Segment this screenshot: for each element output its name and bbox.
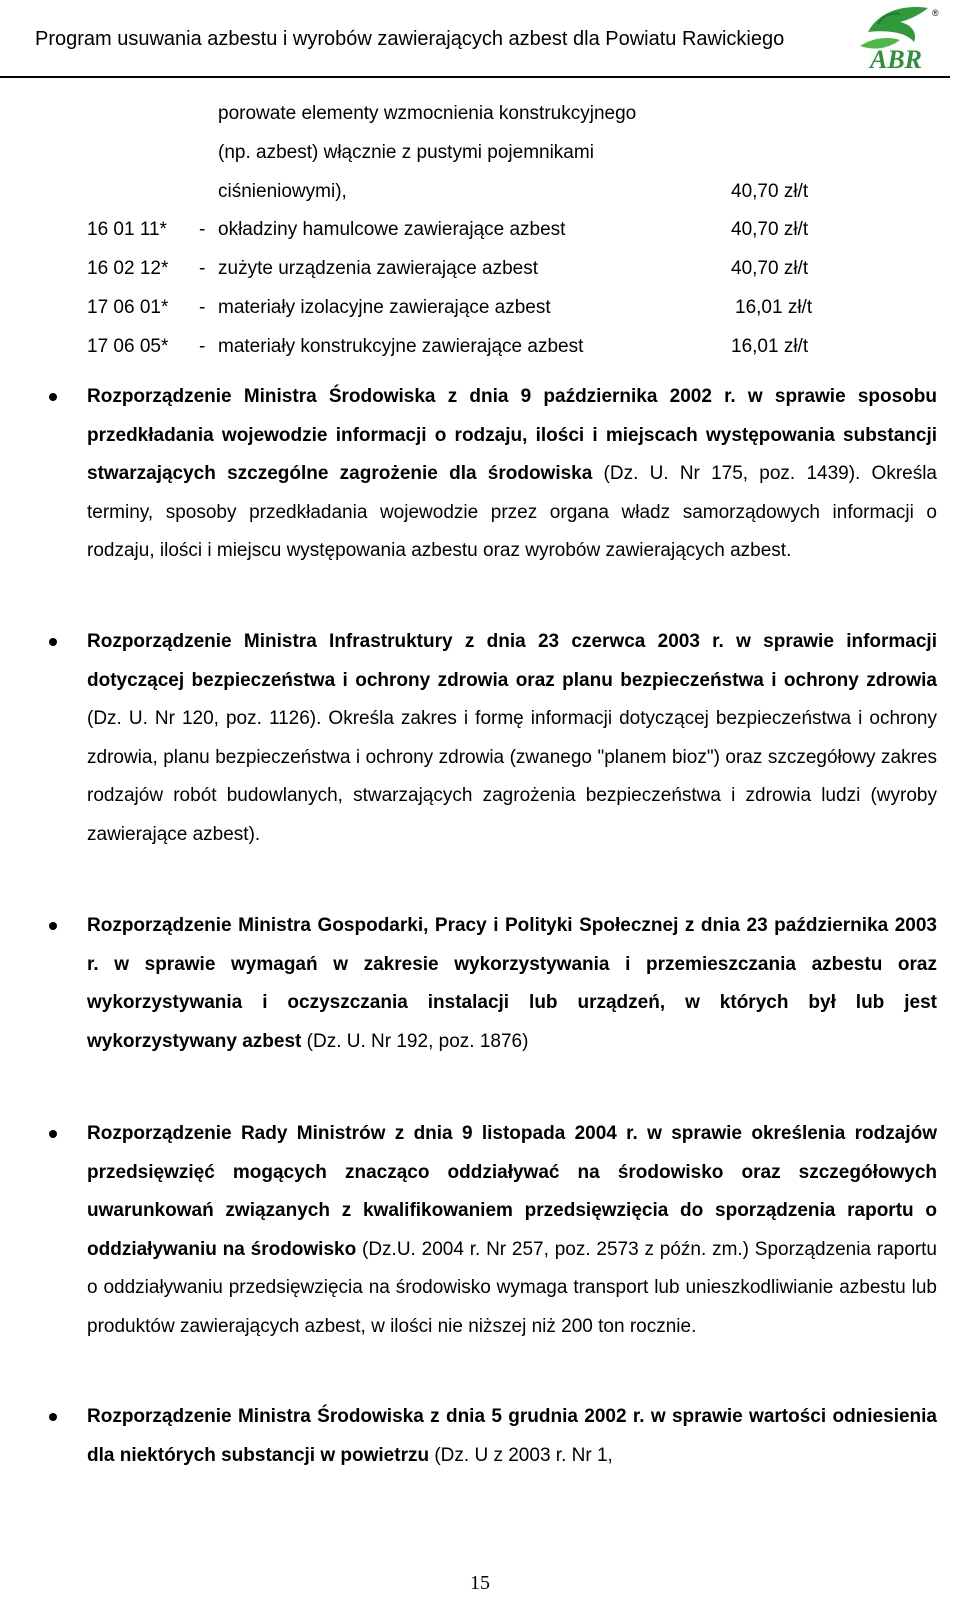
regulation-details: (Dz. U. Nr 120, poz. 1126). Określa zakres i formę informacji dotyczącej bezpieczeństwa i ochrony zdrowia, planu bezpieczeństwa i ochrony zdrowia (zwanego "planem bioz") oraz szczegółowy zakres rodzajów robót budowlanych, stwarzających zagrożenia bezpieczeństwa i zdrowia ludzi (wyroby zawierające azbest).	[87, 708, 937, 845]
regulation-item	[87, 907, 937, 1061]
page-header	[0, 0, 960, 80]
regulation-text	[87, 378, 937, 571]
bullet-icon	[49, 922, 57, 930]
logo-letters: ABR	[870, 45, 923, 74]
bullet-icon	[49, 393, 57, 401]
regulation-text	[87, 907, 937, 1061]
regulation-item	[87, 1115, 937, 1347]
waste-code: 17 06 01*	[87, 297, 169, 318]
bullet-icon	[49, 638, 57, 646]
waste-dash: -	[199, 258, 206, 279]
regulation-text	[87, 623, 937, 855]
waste-code: 17 06 05*	[87, 336, 169, 357]
waste-price: 16,01 zł/t	[731, 336, 809, 357]
regulation-text	[87, 1398, 937, 1475]
waste-description: okładziny hamulcowe zawierające azbest	[218, 219, 566, 240]
waste-description: materiały konstrukcyjne zawierające azbest	[218, 336, 584, 357]
regulation-details: (Dz. U. Nr 192, poz. 1876)	[301, 1030, 529, 1052]
regulation-title: Rozporządzenie Ministra Środowiska z dnia 9 października 2002 r. w sprawie sposobu przedkładania wojewodzie informacji o rodzaju, ilości i miejscach występowania substancji stwarzających szczególne zagrożenie dla środowiska	[87, 386, 937, 485]
waste-code: 16 02 12*	[87, 258, 169, 279]
regulation-text	[87, 1115, 937, 1347]
abr-logo-icon	[848, 2, 944, 74]
regulation-title: Rozporządzenie Ministra Infrastruktury z dnia 23 czerwca 2003 r. w sprawie informacji dotyczącej bezpieczeństwa i ochrony zdrowia oraz planu bezpieczeństwa i ochrony zdrowia	[87, 631, 937, 691]
waste-price: 40,70 zł/t	[731, 219, 809, 240]
header-title: Program usuwania azbestu i wyrobów zawierających azbest dla Powiatu Rawickiego	[35, 28, 785, 50]
regulation-title: Rozporządzenie Ministra Gospodarki, Pracy i Polityki Społecznej z dnia 23 października 2003 r. w sprawie wymagań w zakresie wykorzystywania i przemieszczania azbestu oraz wykorzystywania i oczyszczania instalacji lub urządzeń, w których był lub jest wykorzystywany azbest	[87, 915, 937, 1052]
waste-dash: -	[199, 219, 206, 240]
bullet-icon	[49, 1130, 57, 1138]
continuation-line-1: porowate elementy wzmocnienia konstrukcyjnego	[218, 103, 637, 124]
regulation-details: (Dz. U z 2003 r. Nr 1,	[429, 1444, 613, 1466]
regulation-item	[87, 378, 937, 571]
continuation-line-3: ciśnieniowymi),	[218, 181, 347, 202]
waste-description: zużyte urządzenia zawierające azbest	[218, 258, 539, 279]
waste-price: 40,70 zł/t	[731, 258, 809, 279]
page-number: 15	[470, 1572, 490, 1594]
waste-dash: -	[199, 297, 206, 318]
continuation-line-2: (np. azbest) włącznie z pustymi pojemnikami	[218, 142, 594, 163]
logo-registered-mark: ®	[932, 8, 939, 18]
regulation-details: (Dz. U. Nr 175, poz. 1439). Określa terminy, sposoby przedkładania wojewodzie przez organa władz samorządowych informacji o rodzaju, ilości i miejscu występowania azbestu oraz wyrobów zawierających azbest.	[87, 463, 937, 562]
waste-description: materiały izolacyjne zawierające azbest	[218, 297, 551, 318]
header-divider	[0, 76, 950, 78]
regulation-item	[87, 623, 937, 855]
continuation-price: 40,70 zł/t	[731, 181, 809, 202]
bullet-icon	[49, 1413, 57, 1421]
regulation-title: Rozporządzenie Ministra Środowiska z dnia 5 grudnia 2002 r. w sprawie wartości odniesienia dla niektórych substancji w powietrzu	[87, 1406, 937, 1466]
regulation-details: (Dz.U. 2004 r. Nr 257, poz. 2573 z późn. zm.) Sporządzenia raportu o oddziaływaniu przedsięwzięcia na środowisko wymaga transport lub unieszkodliwianie azbestu lub produktów zawierających azbest, w ilości nie niższej niż 200 ton rocznie.	[87, 1238, 937, 1337]
waste-code: 16 01 11*	[87, 219, 167, 240]
waste-price: 16,01 zł/t	[735, 297, 813, 318]
waste-dash: -	[199, 336, 206, 357]
regulation-item	[87, 1398, 937, 1475]
regulation-title: Rozporządzenie Rady Ministrów z dnia 9 listopada 2004 r. w sprawie określenia rodzajów przedsięwzięć mogących znacząco oddziaływać na środowisko oraz szczegółowych uwarunkowań związanych z kwalifikowaniem przedsięwzięcia do sporządzenia raportu o oddziaływaniu na środowisko	[87, 1123, 937, 1260]
